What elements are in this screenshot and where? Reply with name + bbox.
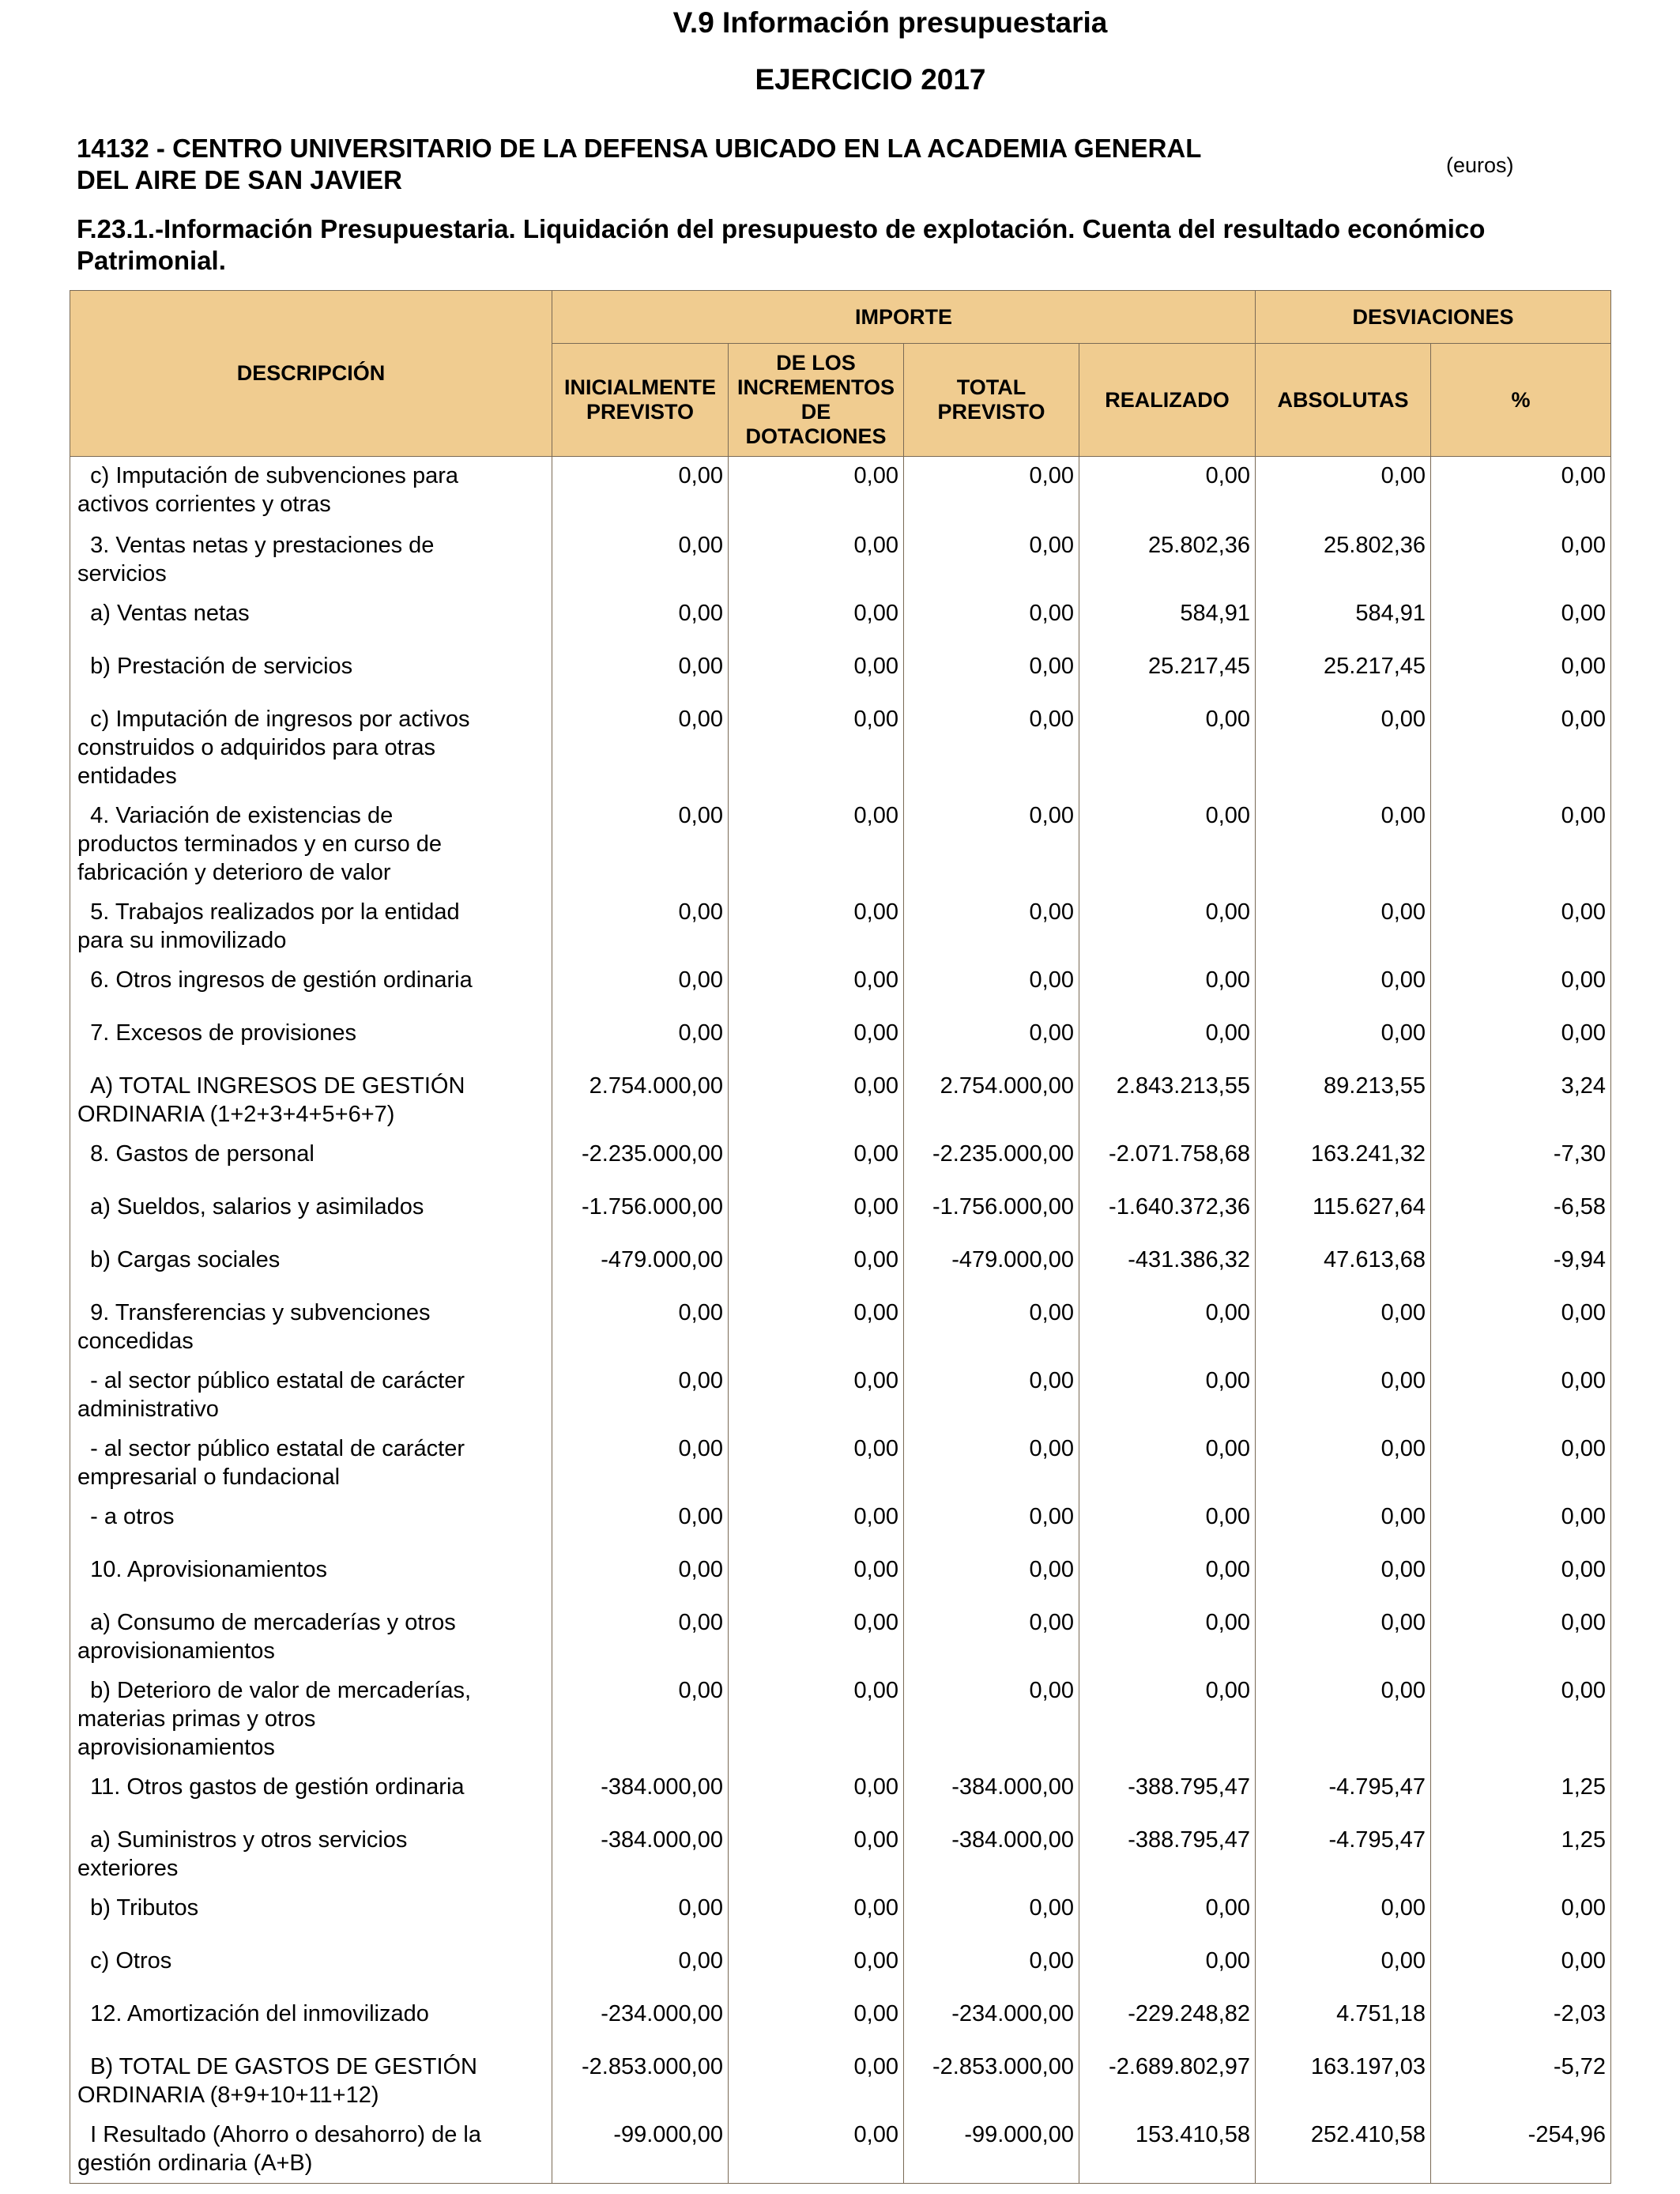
header-line: DE	[800, 400, 831, 424]
cell-absolutas: 163.241,32	[1256, 1133, 1431, 1186]
table-row	[70, 1496, 1611, 1549]
row-description	[70, 1602, 552, 1670]
description-line: 4. Variación de existencias de	[77, 802, 394, 828]
header-line: INICIALMENTE	[564, 375, 716, 399]
header-line: INCREMENTOS	[736, 375, 895, 399]
cell-realizado: 0,00	[1079, 1292, 1256, 1360]
description-line: servicios	[77, 560, 167, 586]
cell-porcentaje: 1,25	[1431, 1766, 1611, 1819]
cell-porcentaje: -7,30	[1431, 1133, 1611, 1186]
cell-incrementos: 0,00	[729, 892, 904, 959]
row-description	[70, 1133, 552, 1186]
description-line: b) Cargas sociales	[77, 1246, 281, 1272]
header-inicialmente-previsto	[552, 344, 729, 457]
description-line: 8. Gastos de personal	[77, 1140, 315, 1167]
row-description	[70, 2114, 552, 2184]
cell-total-previsto: -479.000,00	[904, 1239, 1079, 1292]
section-title-line: Patrimonial.	[77, 246, 226, 275]
cell-porcentaje: -9,94	[1431, 1239, 1611, 1292]
row-description	[70, 1496, 552, 1549]
description-line: 10. Aprovisionamientos	[77, 1556, 327, 1582]
cell-realizado: 25.802,36	[1079, 525, 1256, 593]
cell-absolutas: 89.213,55	[1256, 1065, 1431, 1133]
header-desviaciones: DESVIACIONES	[1256, 291, 1611, 344]
header-line: PREVISTO	[937, 400, 1045, 424]
cell-total-previsto: 0,00	[904, 1670, 1079, 1766]
table-row	[70, 2046, 1611, 2114]
cell-inicialmente-previsto: 2.754.000,00	[552, 1065, 729, 1133]
table-row	[70, 892, 1611, 959]
cell-absolutas: 47.613,68	[1256, 1239, 1431, 1292]
cell-absolutas: 252.410,58	[1256, 2114, 1431, 2184]
description-line: 5. Trabajos realizados por la entidad	[77, 899, 460, 925]
cell-absolutas: 0,00	[1256, 959, 1431, 1012]
cell-total-previsto: 0,00	[904, 1012, 1079, 1065]
table-row	[70, 646, 1611, 699]
cell-absolutas: 0,00	[1256, 699, 1431, 795]
cell-realizado: 0,00	[1079, 1496, 1256, 1549]
cell-porcentaje: 0,00	[1431, 525, 1611, 593]
cell-realizado: 0,00	[1079, 1602, 1256, 1670]
cell-porcentaje: 0,00	[1431, 1012, 1611, 1065]
row-description	[70, 959, 552, 1012]
description-line: construidos o adquiridos para otras	[77, 734, 435, 760]
cell-incrementos: 0,00	[729, 795, 904, 892]
cell-incrementos: 0,00	[729, 959, 904, 1012]
description-line: I Resultado (Ahorro o desahorro) de la	[77, 2121, 481, 2147]
cell-incrementos: 0,00	[729, 1670, 904, 1766]
cell-realizado: 0,00	[1079, 1360, 1256, 1428]
cell-realizado: 584,91	[1079, 593, 1256, 646]
header-realizado: REALIZADO	[1079, 344, 1256, 457]
cell-porcentaje: 0,00	[1431, 1549, 1611, 1602]
table-row	[70, 1428, 1611, 1496]
entity-name	[77, 133, 1404, 196]
cell-realizado: 0,00	[1079, 457, 1256, 525]
row-description	[70, 1239, 552, 1292]
cell-incrementos: 0,00	[729, 2046, 904, 2114]
cell-absolutas: 25.217,45	[1256, 646, 1431, 699]
table-row	[70, 1940, 1611, 1993]
table-row	[70, 1993, 1611, 2046]
table-row	[70, 1887, 1611, 1940]
cell-realizado: 2.843.213,55	[1079, 1065, 1256, 1133]
table-row	[70, 699, 1611, 795]
table-header	[70, 291, 1611, 457]
cell-total-previsto: -384.000,00	[904, 1819, 1079, 1887]
description-line: 12. Amortización del inmovilizado	[77, 2000, 429, 2026]
cell-inicialmente-previsto: 0,00	[552, 457, 729, 525]
cell-incrementos: 0,00	[729, 457, 904, 525]
cell-inicialmente-previsto: 0,00	[552, 1428, 729, 1496]
description-line: empresarial o fundacional	[77, 1464, 341, 1490]
description-line: entidades	[77, 763, 177, 789]
cell-porcentaje: -6,58	[1431, 1186, 1611, 1239]
cell-incrementos: 0,00	[729, 1766, 904, 1819]
cell-realizado: 0,00	[1079, 892, 1256, 959]
entity-name-line: 14132 - CENTRO UNIVERSITARIO DE LA DEFENSA UBICADO EN LA ACADEMIA GENERAL	[77, 134, 1202, 163]
cell-porcentaje: 0,00	[1431, 1670, 1611, 1766]
cell-inicialmente-previsto: 0,00	[552, 1292, 729, 1360]
budget-table	[70, 290, 1611, 2184]
description-line: A) TOTAL INGRESOS DE GESTIÓN	[77, 1072, 465, 1099]
description-line: c) Otros	[77, 1947, 172, 1973]
table-row	[70, 1766, 1611, 1819]
cell-total-previsto: 0,00	[904, 525, 1079, 593]
description-line: 7. Excesos de provisiones	[77, 1020, 357, 1046]
row-description	[70, 1292, 552, 1360]
cell-absolutas: 0,00	[1256, 795, 1431, 892]
cell-inicialmente-previsto: -2.853.000,00	[552, 2046, 729, 2114]
description-line: - al sector público estatal de carácter	[77, 1367, 465, 1393]
description-line: b) Tributos	[77, 1894, 199, 1921]
table-row	[70, 1602, 1611, 1670]
cell-inicialmente-previsto: 0,00	[552, 1549, 729, 1602]
cell-incrementos: 0,00	[729, 593, 904, 646]
cell-absolutas: -4.795,47	[1256, 1766, 1431, 1819]
cell-incrementos: 0,00	[729, 1602, 904, 1670]
table-row	[70, 1549, 1611, 1602]
cell-realizado: -2.071.758,68	[1079, 1133, 1256, 1186]
description-line: b) Deterioro de valor de mercaderías,	[77, 1677, 472, 1703]
header-porcentaje: %	[1431, 344, 1611, 457]
row-description	[70, 593, 552, 646]
cell-porcentaje: -254,96	[1431, 2114, 1611, 2184]
cell-inicialmente-previsto: 0,00	[552, 699, 729, 795]
cell-total-previsto: 0,00	[904, 699, 1079, 795]
cell-porcentaje: 0,00	[1431, 795, 1611, 892]
description-line: gestión ordinaria (A+B)	[77, 2150, 313, 2176]
description-line: a) Suministros y otros servicios	[77, 1826, 408, 1853]
cell-realizado: 0,00	[1079, 1428, 1256, 1496]
row-description	[70, 1670, 552, 1766]
cell-absolutas: 0,00	[1256, 892, 1431, 959]
description-line: a) Sueldos, salarios y asimilados	[77, 1193, 424, 1220]
description-line: - a otros	[77, 1503, 175, 1529]
cell-porcentaje: 0,00	[1431, 1940, 1611, 1993]
table-row	[70, 1133, 1611, 1186]
cell-total-previsto: 0,00	[904, 1360, 1079, 1428]
header-importe: IMPORTE	[552, 291, 1256, 344]
cell-inicialmente-previsto: 0,00	[552, 646, 729, 699]
cell-inicialmente-previsto: 0,00	[552, 795, 729, 892]
table-row	[70, 1819, 1611, 1887]
table-row	[70, 1065, 1611, 1133]
cell-absolutas: 0,00	[1256, 1670, 1431, 1766]
cell-incrementos: 0,00	[729, 1549, 904, 1602]
cell-porcentaje: 0,00	[1431, 593, 1611, 646]
cell-porcentaje: 0,00	[1431, 1887, 1611, 1940]
cell-incrementos: 0,00	[729, 1360, 904, 1428]
table-row	[70, 593, 1611, 646]
cell-porcentaje: 0,00	[1431, 1292, 1611, 1360]
cell-realizado: -2.689.802,97	[1079, 2046, 1256, 2114]
cell-porcentaje: 0,00	[1431, 699, 1611, 795]
description-line: c) Imputación de ingresos por activos	[77, 706, 470, 732]
cell-porcentaje: 0,00	[1431, 1428, 1611, 1496]
cell-realizado: -229.248,82	[1079, 1993, 1256, 2046]
cell-incrementos: 0,00	[729, 646, 904, 699]
cell-porcentaje: 0,00	[1431, 1496, 1611, 1549]
cell-realizado: 0,00	[1079, 1549, 1256, 1602]
table-row	[70, 525, 1611, 593]
header-total-previsto	[904, 344, 1079, 457]
table-row	[70, 1360, 1611, 1428]
cell-incrementos: 0,00	[729, 1887, 904, 1940]
header-line: DE LOS	[776, 351, 856, 375]
header-incrementos-dotaciones	[729, 344, 904, 457]
cell-inicialmente-previsto: 0,00	[552, 1012, 729, 1065]
row-description	[70, 2046, 552, 2114]
row-description	[70, 1819, 552, 1887]
cell-absolutas: 0,00	[1256, 1549, 1431, 1602]
cell-realizado: -431.386,32	[1079, 1239, 1256, 1292]
cell-total-previsto: 0,00	[904, 646, 1079, 699]
cell-absolutas: 0,00	[1256, 1428, 1431, 1496]
cell-incrementos: 0,00	[729, 1239, 904, 1292]
description-line: ORDINARIA (8+9+10+11+12)	[77, 2082, 379, 2108]
cell-total-previsto: -2.853.000,00	[904, 2046, 1079, 2114]
row-description	[70, 1065, 552, 1133]
cell-inicialmente-previsto: 0,00	[552, 593, 729, 646]
table-row	[70, 2114, 1611, 2184]
row-description	[70, 699, 552, 795]
cell-total-previsto: 0,00	[904, 959, 1079, 1012]
table-row	[70, 1186, 1611, 1239]
cell-total-previsto: 0,00	[904, 1940, 1079, 1993]
description-line: aprovisionamientos	[77, 1734, 275, 1760]
cell-incrementos: 0,00	[729, 1993, 904, 2046]
description-line: b) Prestación de servicios	[77, 653, 353, 679]
cell-total-previsto: 0,00	[904, 1292, 1079, 1360]
cell-absolutas: 0,00	[1256, 457, 1431, 525]
cell-total-previsto: 0,00	[904, 1602, 1079, 1670]
cell-total-previsto: -234.000,00	[904, 1993, 1079, 2046]
cell-incrementos: 0,00	[729, 699, 904, 795]
cell-incrementos: 0,00	[729, 1012, 904, 1065]
row-description	[70, 1012, 552, 1065]
description-line: aprovisionamientos	[77, 1638, 275, 1664]
cell-inicialmente-previsto: -384.000,00	[552, 1819, 729, 1887]
row-description	[70, 457, 552, 525]
cell-inicialmente-previsto: -384.000,00	[552, 1766, 729, 1819]
header-line: TOTAL	[956, 375, 1026, 399]
cell-porcentaje: -5,72	[1431, 2046, 1611, 2114]
description-line: 6. Otros ingresos de gestión ordinaria	[77, 967, 473, 993]
cell-incrementos: 0,00	[729, 525, 904, 593]
section-title-line: F.23.1.-Información Presupuestaria. Liquidación del presupuesto de explotación. Cuenta del resultado económico	[77, 214, 1486, 243]
row-description	[70, 1940, 552, 1993]
description-line: c) Imputación de subvenciones para	[77, 463, 458, 488]
cell-porcentaje: 0,00	[1431, 1602, 1611, 1670]
description-line: materias primas y otros	[77, 1706, 316, 1732]
description-line: productos terminados y en curso de	[77, 831, 443, 857]
description-line: 9. Transferencias y subvenciones	[77, 1299, 431, 1325]
cell-realizado: -388.795,47	[1079, 1766, 1256, 1819]
cell-realizado: -388.795,47	[1079, 1819, 1256, 1887]
cell-inicialmente-previsto: 0,00	[552, 1670, 729, 1766]
cell-incrementos: 0,00	[729, 1940, 904, 1993]
cell-total-previsto: -384.000,00	[904, 1766, 1079, 1819]
cell-realizado: 25.217,45	[1079, 646, 1256, 699]
cell-absolutas: -4.795,47	[1256, 1819, 1431, 1887]
cell-inicialmente-previsto: 0,00	[552, 1940, 729, 1993]
cell-realizado: 0,00	[1079, 1887, 1256, 1940]
table-row	[70, 795, 1611, 892]
table-row	[70, 1012, 1611, 1065]
table-row	[70, 1670, 1611, 1766]
cell-absolutas: 0,00	[1256, 1887, 1431, 1940]
cell-total-previsto: 2.754.000,00	[904, 1065, 1079, 1133]
cell-inicialmente-previsto: -479.000,00	[552, 1239, 729, 1292]
cell-incrementos: 0,00	[729, 1133, 904, 1186]
description-line: 3. Ventas netas y prestaciones de	[77, 532, 435, 558]
description-line: ORDINARIA (1+2+3+4+5+6+7)	[77, 1101, 395, 1127]
cell-realizado: 0,00	[1079, 1670, 1256, 1766]
description-line: a) Ventas netas	[77, 600, 250, 626]
cell-total-previsto: 0,00	[904, 457, 1079, 525]
table-row	[70, 1292, 1611, 1360]
header-absolutas: ABSOLUTAS	[1256, 344, 1431, 457]
cell-absolutas: 0,00	[1256, 1360, 1431, 1428]
description-line: a) Consumo de mercaderías y otros	[77, 1609, 456, 1635]
description-line: 11. Otros gastos de gestión ordinaria	[77, 1774, 465, 1800]
cell-absolutas: 25.802,36	[1256, 525, 1431, 593]
cell-realizado: 0,00	[1079, 1012, 1256, 1065]
description-line: - al sector público estatal de carácter	[77, 1435, 465, 1461]
row-description	[70, 525, 552, 593]
page-title: V.9 Información presupuestaria	[672, 6, 1108, 39]
row-description	[70, 795, 552, 892]
row-description	[70, 646, 552, 699]
cell-porcentaje: 0,00	[1431, 457, 1611, 525]
cell-absolutas: 0,00	[1256, 1602, 1431, 1670]
table-row	[70, 457, 1611, 525]
description-line: concedidas	[77, 1328, 194, 1354]
cell-incrementos: 0,00	[729, 1428, 904, 1496]
cell-total-previsto: 0,00	[904, 892, 1079, 959]
cell-inicialmente-previsto: 0,00	[552, 1496, 729, 1549]
row-description	[70, 1186, 552, 1239]
cell-porcentaje: -2,03	[1431, 1993, 1611, 2046]
cell-total-previsto: 0,00	[904, 1887, 1079, 1940]
row-description	[70, 892, 552, 959]
cell-realizado: 0,00	[1079, 795, 1256, 892]
row-description	[70, 1887, 552, 1940]
row-description	[70, 1360, 552, 1428]
cell-porcentaje: 3,24	[1431, 1065, 1611, 1133]
cell-inicialmente-previsto: 0,00	[552, 1360, 729, 1428]
cell-total-previsto: 0,00	[904, 1428, 1079, 1496]
cell-realizado: 0,00	[1079, 1940, 1256, 1993]
header-line: PREVISTO	[586, 400, 695, 424]
cell-total-previsto: 0,00	[904, 593, 1079, 646]
cell-inicialmente-previsto: 0,00	[552, 892, 729, 959]
description-line: B) TOTAL DE GASTOS DE GESTIÓN	[77, 2053, 477, 2079]
cell-absolutas: 163.197,03	[1256, 2046, 1431, 2114]
cell-incrementos: 0,00	[729, 2114, 904, 2184]
entity-name-line: DEL AIRE DE SAN JAVIER	[77, 165, 402, 194]
cell-total-previsto: 0,00	[904, 1496, 1079, 1549]
description-line: fabricación y deterioro de valor	[77, 859, 391, 885]
cell-incrementos: 0,00	[729, 1819, 904, 1887]
cell-incrementos: 0,00	[729, 1186, 904, 1239]
cell-inicialmente-previsto: -234.000,00	[552, 1993, 729, 2046]
cell-realizado: 153.410,58	[1079, 2114, 1256, 2184]
cell-total-previsto: -2.235.000,00	[904, 1133, 1079, 1186]
cell-realizado: 0,00	[1079, 959, 1256, 1012]
cell-absolutas: 0,00	[1256, 1496, 1431, 1549]
section-title	[77, 213, 1649, 277]
cell-inicialmente-previsto: -99.000,00	[552, 2114, 729, 2184]
currency-unit: (euros)	[1446, 153, 1514, 177]
cell-incrementos: 0,00	[729, 1496, 904, 1549]
cell-porcentaje: 1,25	[1431, 1819, 1611, 1887]
row-description	[70, 1993, 552, 2046]
cell-porcentaje: 0,00	[1431, 892, 1611, 959]
header-descripcion: DESCRIPCIÓN	[70, 291, 552, 457]
cell-total-previsto: 0,00	[904, 1549, 1079, 1602]
cell-inicialmente-previsto: 0,00	[552, 1602, 729, 1670]
table-row	[70, 959, 1611, 1012]
table-row	[70, 1239, 1611, 1292]
cell-absolutas: 0,00	[1256, 1940, 1431, 1993]
cell-inicialmente-previsto: -1.756.000,00	[552, 1186, 729, 1239]
cell-realizado: 0,00	[1079, 699, 1256, 795]
cell-total-previsto: -99.000,00	[904, 2114, 1079, 2184]
cell-absolutas: 0,00	[1256, 1292, 1431, 1360]
cell-porcentaje: 0,00	[1431, 959, 1611, 1012]
cell-realizado: -1.640.372,36	[1079, 1186, 1256, 1239]
cell-incrementos: 0,00	[729, 1292, 904, 1360]
table-body	[70, 457, 1611, 2184]
cell-absolutas: 115.627,64	[1256, 1186, 1431, 1239]
description-line: exteriores	[77, 1855, 179, 1881]
cell-absolutas: 584,91	[1256, 593, 1431, 646]
cell-inicialmente-previsto: -2.235.000,00	[552, 1133, 729, 1186]
row-description	[70, 1428, 552, 1496]
cell-porcentaje: 0,00	[1431, 1360, 1611, 1428]
fiscal-year: EJERCICIO 2017	[755, 63, 986, 96]
header-line: DOTACIONES	[745, 424, 887, 448]
row-description	[70, 1549, 552, 1602]
description-line: administrativo	[77, 1396, 219, 1422]
row-description	[70, 1766, 552, 1819]
description-line: activos corrientes y otras	[77, 492, 331, 517]
cell-incrementos: 0,00	[729, 1065, 904, 1133]
cell-inicialmente-previsto: 0,00	[552, 959, 729, 1012]
cell-inicialmente-previsto: 0,00	[552, 1887, 729, 1940]
cell-total-previsto: -1.756.000,00	[904, 1186, 1079, 1239]
cell-absolutas: 4.751,18	[1256, 1993, 1431, 2046]
description-line: para su inmovilizado	[77, 927, 287, 953]
cell-total-previsto: 0,00	[904, 795, 1079, 892]
cell-inicialmente-previsto: 0,00	[552, 525, 729, 593]
cell-porcentaje: 0,00	[1431, 646, 1611, 699]
cell-absolutas: 0,00	[1256, 1012, 1431, 1065]
